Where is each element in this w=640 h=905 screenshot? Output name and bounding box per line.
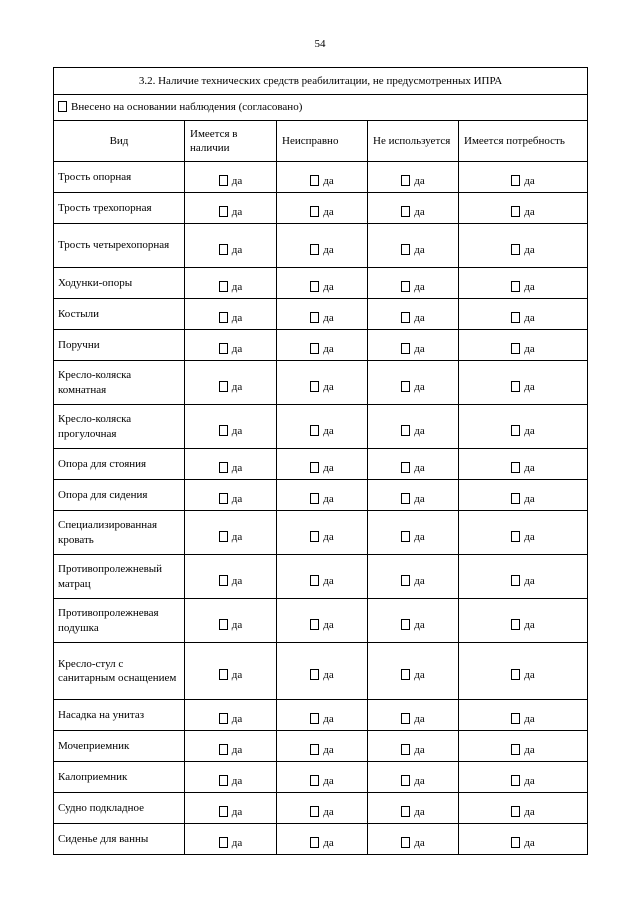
option-label: да xyxy=(231,530,243,543)
cell-faulty xyxy=(277,480,368,511)
cell-faulty xyxy=(277,162,368,193)
header-faulty: Неисправно xyxy=(277,121,368,162)
option-label: да xyxy=(524,713,535,726)
option-label: да xyxy=(231,669,243,682)
faulty-checkbox[interactable] xyxy=(310,312,319,323)
table-row xyxy=(54,268,588,299)
cell-not-used xyxy=(368,405,459,449)
table-row xyxy=(54,824,588,855)
cell-faulty xyxy=(277,599,368,643)
needed-checkbox[interactable] xyxy=(511,281,520,292)
option-label: да xyxy=(231,462,243,475)
cell-faulty xyxy=(277,449,368,480)
cell-available xyxy=(185,330,277,361)
not-used-checkbox[interactable] xyxy=(401,381,410,392)
cell-needed xyxy=(459,700,588,731)
aid-name: Кресло-стул с санитарным оснащением xyxy=(54,643,185,700)
available-checkbox[interactable] xyxy=(219,713,228,724)
option-label: да xyxy=(524,618,535,631)
cell-faulty xyxy=(277,643,368,700)
faulty-checkbox[interactable] xyxy=(310,575,319,586)
aid-name: Мочеприемник xyxy=(54,731,185,762)
faulty-checkbox[interactable] xyxy=(310,713,319,724)
cell-needed xyxy=(459,268,588,299)
table-row xyxy=(54,361,588,405)
available-checkbox[interactable] xyxy=(219,425,228,436)
option-label: да xyxy=(323,243,334,256)
not-used-checkbox[interactable] xyxy=(401,175,410,186)
option-label: да xyxy=(414,713,425,726)
faulty-checkbox[interactable] xyxy=(310,531,319,542)
option-label: да xyxy=(524,175,535,188)
option-label: да xyxy=(524,462,535,475)
aid-name: Трость трехопорная xyxy=(54,193,185,224)
cell-not-used xyxy=(368,361,459,405)
cell-needed xyxy=(459,731,588,762)
option-label: да xyxy=(323,493,334,506)
aid-name: Опора для сидения xyxy=(54,480,185,511)
available-checkbox[interactable] xyxy=(219,206,228,217)
cell-not-used xyxy=(368,599,459,643)
table-row xyxy=(54,480,588,511)
option-label: да xyxy=(231,493,243,506)
option-label: да xyxy=(524,837,535,850)
cell-available xyxy=(185,511,277,555)
aid-name: Специализированная кровать xyxy=(54,511,185,555)
aid-name: Опора для стояния xyxy=(54,449,185,480)
cell-available xyxy=(185,193,277,224)
option-label: да xyxy=(414,806,425,819)
option-label: да xyxy=(414,669,425,682)
option-label: да xyxy=(414,462,425,475)
cell-not-used xyxy=(368,555,459,599)
cell-faulty xyxy=(277,793,368,824)
cell-available xyxy=(185,480,277,511)
option-label: да xyxy=(323,713,334,726)
cell-not-used xyxy=(368,162,459,193)
table-row xyxy=(54,224,588,268)
cell-faulty xyxy=(277,361,368,405)
option-label: да xyxy=(524,312,535,325)
option-label: да xyxy=(323,837,334,850)
needed-checkbox[interactable] xyxy=(511,744,520,755)
not-used-checkbox[interactable] xyxy=(401,713,410,724)
not-used-checkbox[interactable] xyxy=(401,837,410,848)
aid-name: Трость опорная xyxy=(54,162,185,193)
option-label: да xyxy=(231,206,243,219)
available-checkbox[interactable] xyxy=(219,381,228,392)
cell-available xyxy=(185,162,277,193)
option-label: да xyxy=(414,312,425,325)
option-label: да xyxy=(414,530,425,543)
table-row xyxy=(54,599,588,643)
cell-faulty xyxy=(277,193,368,224)
available-checkbox[interactable] xyxy=(219,669,228,680)
faulty-checkbox[interactable] xyxy=(310,493,319,504)
faulty-checkbox[interactable] xyxy=(310,744,319,755)
aid-name: Противопролежневый матрац xyxy=(54,555,185,599)
cell-needed xyxy=(459,299,588,330)
cell-needed xyxy=(459,480,588,511)
cell-needed xyxy=(459,405,588,449)
option-label: да xyxy=(524,380,535,393)
faulty-checkbox[interactable] xyxy=(310,619,319,630)
option-label: да xyxy=(231,380,243,393)
option-label: да xyxy=(414,206,425,219)
aid-name: Насадка на унитаз xyxy=(54,700,185,731)
needed-checkbox[interactable] xyxy=(511,175,520,186)
available-checkbox[interactable] xyxy=(219,775,228,786)
option-label: да xyxy=(323,669,334,682)
cell-not-used xyxy=(368,449,459,480)
cell-not-used xyxy=(368,480,459,511)
option-label: да xyxy=(414,343,425,356)
not-used-checkbox[interactable] xyxy=(401,619,410,630)
option-label: да xyxy=(414,493,425,506)
faulty-checkbox[interactable] xyxy=(310,343,319,354)
not-used-checkbox[interactable] xyxy=(401,493,410,504)
cell-needed xyxy=(459,762,588,793)
not-used-checkbox[interactable] xyxy=(401,244,410,255)
option-label: да xyxy=(414,281,425,294)
option-label: да xyxy=(323,343,334,356)
cell-available xyxy=(185,405,277,449)
cell-not-used xyxy=(368,268,459,299)
cell-available xyxy=(185,643,277,700)
option-label: да xyxy=(524,281,535,294)
option-label: да xyxy=(524,243,535,256)
aid-name: Сиденье для ванны xyxy=(54,824,185,855)
available-checkbox[interactable] xyxy=(219,806,228,817)
faulty-checkbox[interactable] xyxy=(310,175,319,186)
cell-available xyxy=(185,700,277,731)
option-label: да xyxy=(323,618,334,631)
cell-available xyxy=(185,599,277,643)
needed-checkbox[interactable] xyxy=(511,619,520,630)
cell-needed xyxy=(459,193,588,224)
not-used-checkbox[interactable] xyxy=(401,575,410,586)
option-label: да xyxy=(323,462,334,475)
table-row xyxy=(54,449,588,480)
cell-available xyxy=(185,824,277,855)
cell-not-used xyxy=(368,731,459,762)
cell-not-used xyxy=(368,193,459,224)
available-checkbox[interactable] xyxy=(219,619,228,630)
cell-faulty xyxy=(277,511,368,555)
cell-available xyxy=(185,361,277,405)
needed-checkbox[interactable] xyxy=(511,531,520,542)
option-label: да xyxy=(414,775,425,788)
option-label: да xyxy=(524,493,535,506)
cell-needed xyxy=(459,643,588,700)
available-checkbox[interactable] xyxy=(219,837,228,848)
option-label: да xyxy=(323,312,334,325)
cell-needed xyxy=(459,449,588,480)
available-checkbox[interactable] xyxy=(219,312,228,323)
option-label: да xyxy=(524,775,535,788)
table-row xyxy=(54,193,588,224)
option-label: да xyxy=(323,744,334,757)
option-label: да xyxy=(323,175,334,188)
option-label: да xyxy=(414,243,425,256)
available-checkbox[interactable] xyxy=(219,343,228,354)
section-title: 3.2. Наличие технических средств реабилитации, не предусмотренных ИПРА xyxy=(54,68,588,95)
available-checkbox[interactable] xyxy=(219,493,228,504)
cell-available xyxy=(185,299,277,330)
option-label: да xyxy=(231,281,243,294)
cell-faulty xyxy=(277,268,368,299)
cell-needed xyxy=(459,511,588,555)
cell-faulty xyxy=(277,731,368,762)
consent-label: Внесено на основании наблюдения (согласовано) xyxy=(71,101,303,114)
cell-needed xyxy=(459,162,588,193)
cell-needed xyxy=(459,361,588,405)
option-label: да xyxy=(524,574,535,587)
aid-name: Судно подкладное xyxy=(54,793,185,824)
aid-name: Кресло-коляска комнатная xyxy=(54,361,185,405)
needed-checkbox[interactable] xyxy=(511,575,520,586)
cell-available xyxy=(185,555,277,599)
option-label: да xyxy=(414,837,425,850)
option-label: да xyxy=(231,775,243,788)
faulty-checkbox[interactable] xyxy=(310,281,319,292)
not-used-checkbox[interactable] xyxy=(401,669,410,680)
option-label: да xyxy=(231,343,243,356)
option-label: да xyxy=(231,713,243,726)
cell-faulty xyxy=(277,224,368,268)
option-label: да xyxy=(524,424,535,437)
option-label: да xyxy=(323,530,334,543)
cell-needed xyxy=(459,224,588,268)
not-used-checkbox[interactable] xyxy=(401,343,410,354)
not-used-checkbox[interactable] xyxy=(401,206,410,217)
faulty-checkbox[interactable] xyxy=(310,425,319,436)
needed-checkbox[interactable] xyxy=(511,244,520,255)
option-label: да xyxy=(323,775,334,788)
faulty-checkbox[interactable] xyxy=(310,244,319,255)
option-label: да xyxy=(323,206,334,219)
not-used-checkbox[interactable] xyxy=(401,806,410,817)
option-label: да xyxy=(231,175,243,188)
needed-checkbox[interactable] xyxy=(511,713,520,724)
cell-needed xyxy=(459,793,588,824)
option-label: да xyxy=(231,744,243,757)
cell-needed xyxy=(459,555,588,599)
needed-checkbox[interactable] xyxy=(511,381,520,392)
table-row xyxy=(54,299,588,330)
faulty-checkbox[interactable] xyxy=(310,669,319,680)
cell-faulty xyxy=(277,330,368,361)
option-label: да xyxy=(323,424,334,437)
not-used-checkbox[interactable] xyxy=(401,462,410,473)
option-label: да xyxy=(231,424,243,437)
option-label: да xyxy=(414,618,425,631)
available-checkbox[interactable] xyxy=(219,244,228,255)
table-row xyxy=(54,643,588,700)
cell-not-used xyxy=(368,330,459,361)
cell-needed xyxy=(459,599,588,643)
technical-aids-table xyxy=(53,67,588,855)
header-not-used: Не используется xyxy=(368,121,459,162)
available-checkbox[interactable] xyxy=(219,175,228,186)
not-used-checkbox[interactable] xyxy=(401,281,410,292)
available-checkbox[interactable] xyxy=(219,462,228,473)
needed-checkbox[interactable] xyxy=(511,425,520,436)
aid-name: Ходунки-опоры xyxy=(54,268,185,299)
table-row xyxy=(54,731,588,762)
option-label: да xyxy=(524,806,535,819)
table-row xyxy=(54,511,588,555)
cell-not-used xyxy=(368,793,459,824)
option-label: да xyxy=(524,343,535,356)
cell-not-used xyxy=(368,299,459,330)
not-used-checkbox[interactable] xyxy=(401,775,410,786)
needed-checkbox[interactable] xyxy=(511,462,520,473)
not-used-checkbox[interactable] xyxy=(401,744,410,755)
cell-faulty xyxy=(277,555,368,599)
not-used-checkbox[interactable] xyxy=(401,425,410,436)
needed-checkbox[interactable] xyxy=(511,669,520,680)
needed-checkbox[interactable] xyxy=(511,206,520,217)
option-label: да xyxy=(524,206,535,219)
needed-checkbox[interactable] xyxy=(511,343,520,354)
option-label: да xyxy=(524,744,535,757)
cell-available xyxy=(185,449,277,480)
cell-available xyxy=(185,731,277,762)
table-header-row xyxy=(54,121,588,162)
option-label: да xyxy=(414,175,425,188)
cell-needed xyxy=(459,330,588,361)
header-needed: Имеется потребность xyxy=(459,121,588,162)
table-row xyxy=(54,330,588,361)
page-number: 54 xyxy=(314,38,326,50)
cell-needed xyxy=(459,824,588,855)
needed-checkbox[interactable] xyxy=(511,312,520,323)
aid-name: Костыли xyxy=(54,299,185,330)
not-used-checkbox[interactable] xyxy=(401,312,410,323)
cell-available xyxy=(185,762,277,793)
cell-not-used xyxy=(368,762,459,793)
aid-name: Противопролежневая подушка xyxy=(54,599,185,643)
cell-faulty xyxy=(277,762,368,793)
table-row xyxy=(54,162,588,193)
faulty-checkbox[interactable] xyxy=(310,775,319,786)
aid-name: Калоприемник xyxy=(54,762,185,793)
cell-faulty xyxy=(277,299,368,330)
option-label: да xyxy=(323,380,334,393)
table-row xyxy=(54,700,588,731)
cell-not-used xyxy=(368,700,459,731)
table-row xyxy=(54,793,588,824)
option-label: да xyxy=(524,530,535,543)
needed-checkbox[interactable] xyxy=(511,493,520,504)
cell-faulty xyxy=(277,405,368,449)
option-label: да xyxy=(414,424,425,437)
consent-checkbox[interactable] xyxy=(58,101,67,112)
option-label: да xyxy=(524,669,535,682)
cell-available xyxy=(185,268,277,299)
consent-row xyxy=(54,95,588,121)
option-label: да xyxy=(231,837,243,850)
option-label: да xyxy=(231,243,243,256)
cell-not-used xyxy=(368,511,459,555)
cell-not-used xyxy=(368,824,459,855)
cell-available xyxy=(185,224,277,268)
faulty-checkbox[interactable] xyxy=(310,806,319,817)
aid-name: Кресло-коляска прогулочная xyxy=(54,405,185,449)
option-label: да xyxy=(231,618,243,631)
option-label: да xyxy=(231,806,243,819)
available-checkbox[interactable] xyxy=(219,575,228,586)
option-label: да xyxy=(414,744,425,757)
faulty-checkbox[interactable] xyxy=(310,206,319,217)
not-used-checkbox[interactable] xyxy=(401,531,410,542)
table-row xyxy=(54,555,588,599)
header-available: Имеется в наличии xyxy=(185,121,277,162)
option-label: да xyxy=(414,380,425,393)
option-label: да xyxy=(323,281,334,294)
table-row xyxy=(54,762,588,793)
option-label: да xyxy=(231,312,243,325)
header-vid: Вид xyxy=(54,121,185,162)
option-label: да xyxy=(323,574,334,587)
option-label: да xyxy=(414,574,425,587)
available-checkbox[interactable] xyxy=(219,531,228,542)
faulty-checkbox[interactable] xyxy=(310,837,319,848)
available-checkbox[interactable] xyxy=(219,281,228,292)
cell-faulty xyxy=(277,700,368,731)
cell-faulty xyxy=(277,824,368,855)
available-checkbox[interactable] xyxy=(219,744,228,755)
aid-name: Трость четырехопорная xyxy=(54,224,185,268)
aid-name: Поручни xyxy=(54,330,185,361)
faulty-checkbox[interactable] xyxy=(310,462,319,473)
cell-not-used xyxy=(368,224,459,268)
table-row xyxy=(54,405,588,449)
faulty-checkbox[interactable] xyxy=(310,381,319,392)
option-label: да xyxy=(323,806,334,819)
option-label: да xyxy=(231,574,243,587)
needed-checkbox[interactable] xyxy=(511,837,520,848)
cell-available xyxy=(185,793,277,824)
needed-checkbox[interactable] xyxy=(511,775,520,786)
cell-not-used xyxy=(368,643,459,700)
needed-checkbox[interactable] xyxy=(511,806,520,817)
